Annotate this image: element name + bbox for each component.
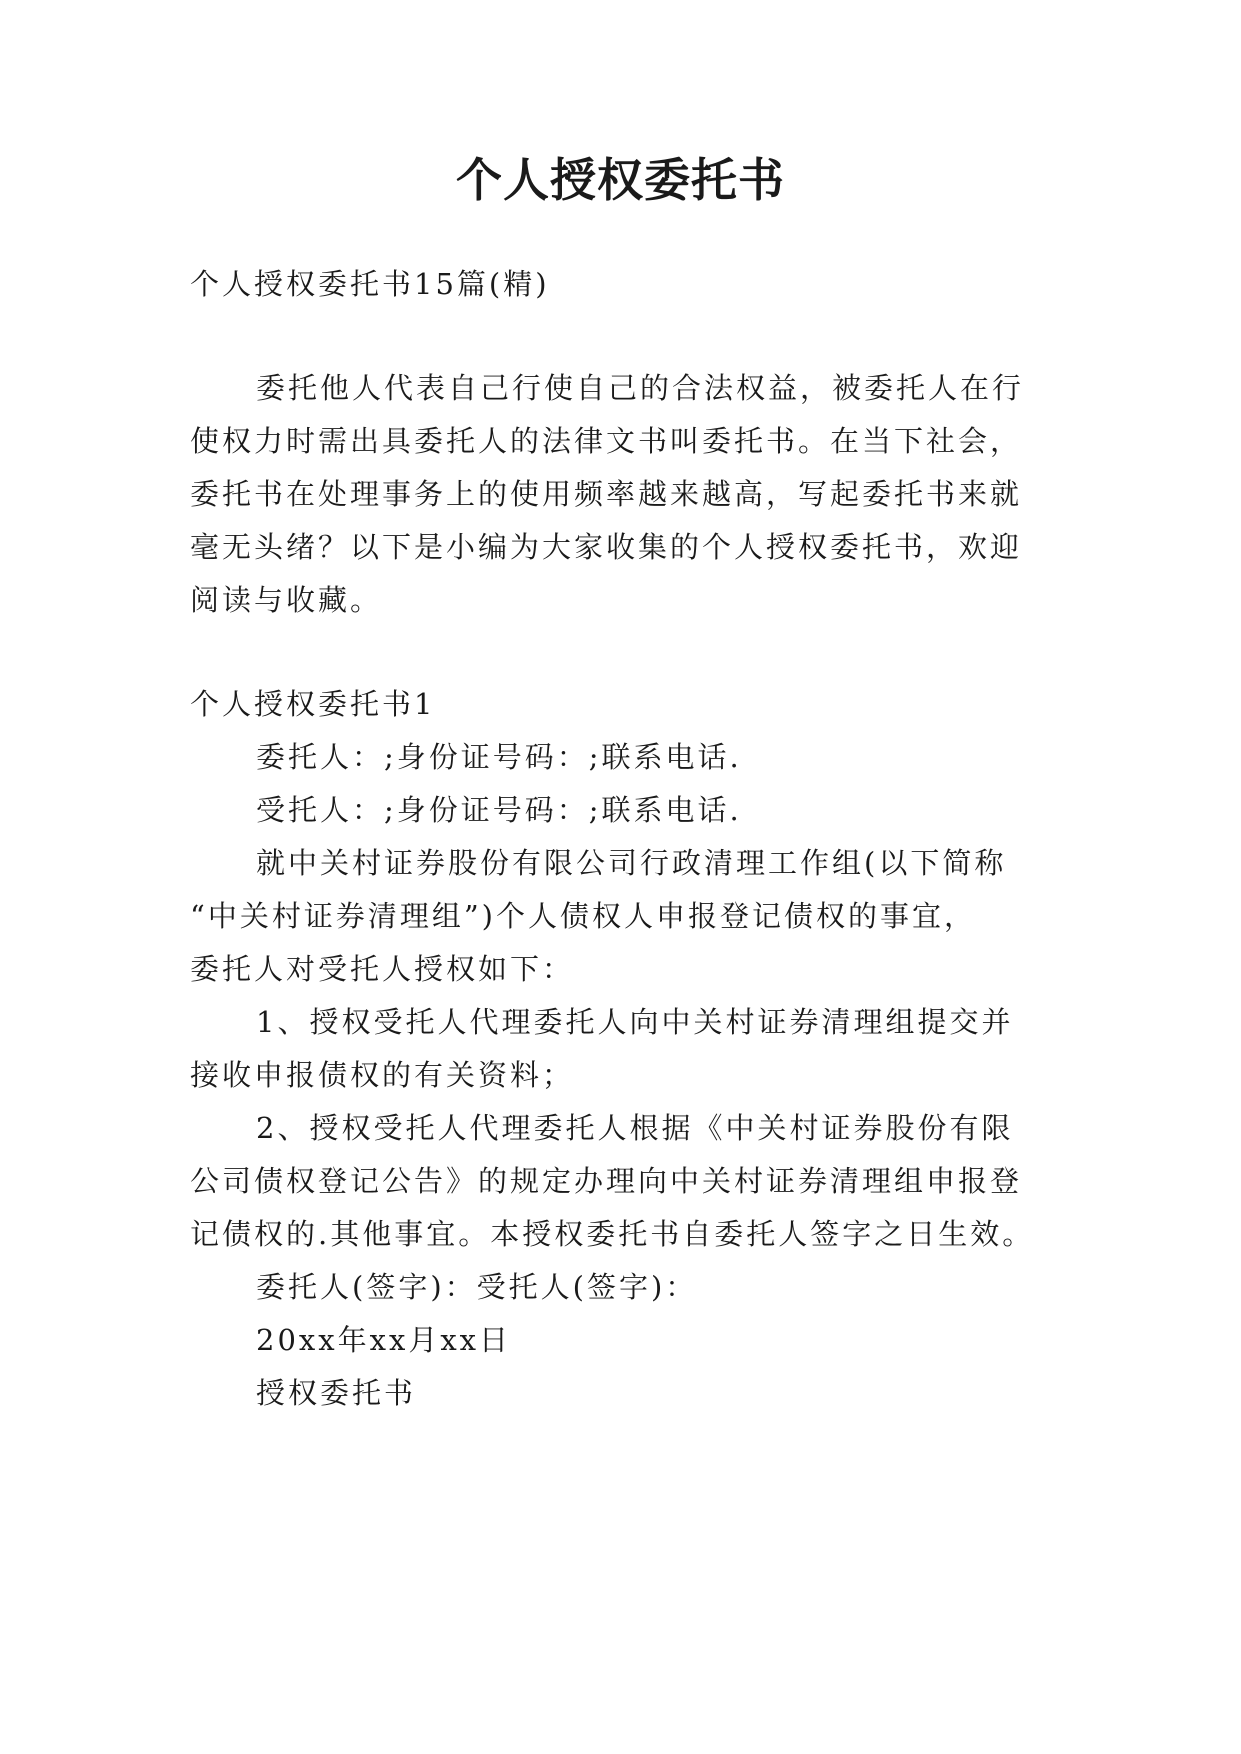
footer-heading: 授权委托书 xyxy=(256,1376,417,1410)
document-title: 个人授权委托书 xyxy=(456,153,785,207)
intro-line-3: 委托书在处理事务上的使用频率越来越高，写起委托书来就 xyxy=(190,477,1023,511)
principal-line: 委托人：;身份证号码：;联系电话. xyxy=(256,740,742,774)
item2-line-3: 记债权的.其他事宜。本授权委托书自委托人签字之日生效。 xyxy=(190,1217,1035,1251)
signature-line: 委托人(签字)：受托人(签字)： xyxy=(256,1270,698,1304)
item2-line-2: 公司债权登记公告》的规定办理向中关村证券清理组申报登 xyxy=(190,1164,1023,1198)
intro-line-1: 委托他人代表自己行使自己的合法权益，被委托人在行 xyxy=(256,371,1025,405)
intro-line-2: 使权力时需出具委托人的法律文书叫委托书。在当下社会， xyxy=(190,424,1023,458)
para1-line-2: “中关村证券清理组”)个人债权人申报登记债权的事宜， xyxy=(190,899,976,933)
agent-line: 受托人：;身份证号码：;联系电话. xyxy=(256,793,742,827)
item1-line-2: 接收申报债权的有关资料； xyxy=(190,1058,575,1092)
document-subtitle: 个人授权委托书15篇(精) xyxy=(190,267,550,301)
section-heading: 个人授权委托书1 xyxy=(190,687,436,721)
intro-line-5: 阅读与收藏。 xyxy=(190,583,383,617)
para1-line-1: 就中关村证券股份有限公司行政清理工作组(以下简称 xyxy=(256,846,1007,880)
item1-line-1: 1、授权受托人代理委托人向中关村证券清理组提交并 xyxy=(256,1005,1014,1039)
intro-line-4: 毫无头绪？以下是小编为大家收集的个人授权委托书，欢迎 xyxy=(190,530,1023,564)
item2-line-1: 2、授权受托人代理委托人根据《中关村证券股份有限 xyxy=(256,1111,1014,1145)
date-line: 20xx年xx月xx日 xyxy=(256,1323,512,1357)
para1-line-3: 委托人对受托人授权如下： xyxy=(190,952,575,986)
